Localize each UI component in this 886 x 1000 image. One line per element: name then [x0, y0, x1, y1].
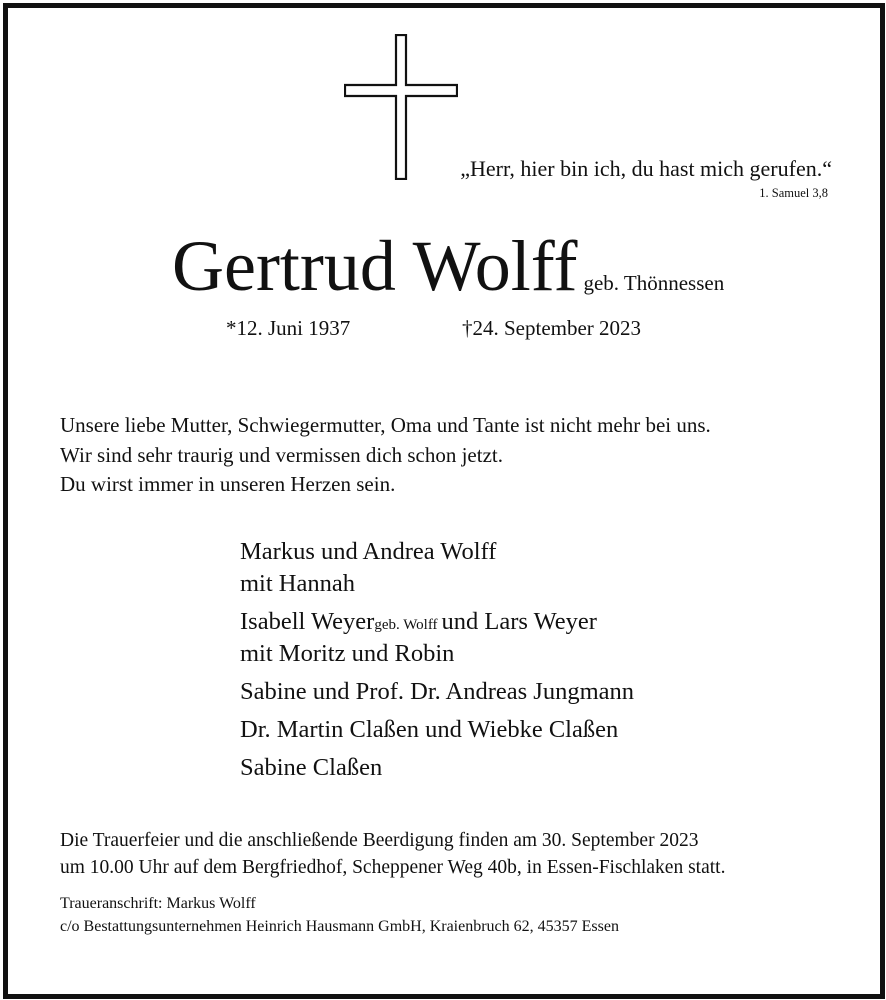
condolence-address — [60, 892, 619, 938]
mourner-group-2 — [240, 606, 634, 638]
death-date: †24. September 2023 — [462, 316, 642, 340]
service-line: Die Trauerfeier und die anschließende Beerdigung finden am 30. September 2023 — [60, 830, 699, 851]
address-line: Traueranschrift: Markus Wolff — [60, 895, 256, 912]
bible-quote-reference: 1. Samuel 3,8 — [759, 186, 828, 200]
mourner-group-2-children: mit Moritz und Robin — [240, 640, 455, 667]
birth-date: *12. Juni 1937 — [226, 316, 351, 340]
funeral-service-info — [60, 827, 725, 881]
mourner-group-5: Sabine Claßen — [240, 754, 383, 781]
intro-line: Du wirst immer in unseren Herzen sein. — [60, 472, 396, 496]
service-line: um 10.00 Uhr auf dem Bergfriedhof, Scheppener Weg 40b, in Essen-Fischlaken statt. — [60, 857, 726, 878]
deceased-birth-name: geb. Thönnessen — [583, 271, 725, 295]
mourner-group-1-children: mit Hannah — [240, 570, 355, 597]
mourners-list — [240, 536, 634, 784]
mourner-name: Isabell Weyer — [240, 608, 375, 635]
intro-text — [60, 411, 711, 500]
mourner-group-3: Sabine und Prof. Dr. Andreas Jungmann — [240, 678, 634, 705]
mourner-partner: und Lars Weyer — [441, 608, 597, 635]
mourner-group-4: Dr. Martin Claßen und Wiebke Claßen — [240, 716, 619, 743]
mourner-birth-name: geb. Wolff — [374, 617, 438, 633]
bible-quote: „Herr, hier bin ich, du hast mich gerufen.“ — [460, 156, 832, 181]
deceased-name: Gertrud Wolff — [172, 226, 578, 306]
intro-line: Wir sind sehr traurig und vermissen dich schon jetzt. — [60, 442, 503, 467]
mourner-group-1: Markus und Andrea Wolff — [240, 538, 497, 565]
address-line: c/o Bestattungsunternehmen Heinrich Hausmann GmbH, Kraienbruch 62, 45357 Essen — [60, 918, 619, 935]
intro-line: Unsere liebe Mutter, Schwiegermutter, Oma und Tante ist nicht mehr bei uns. — [60, 413, 711, 437]
